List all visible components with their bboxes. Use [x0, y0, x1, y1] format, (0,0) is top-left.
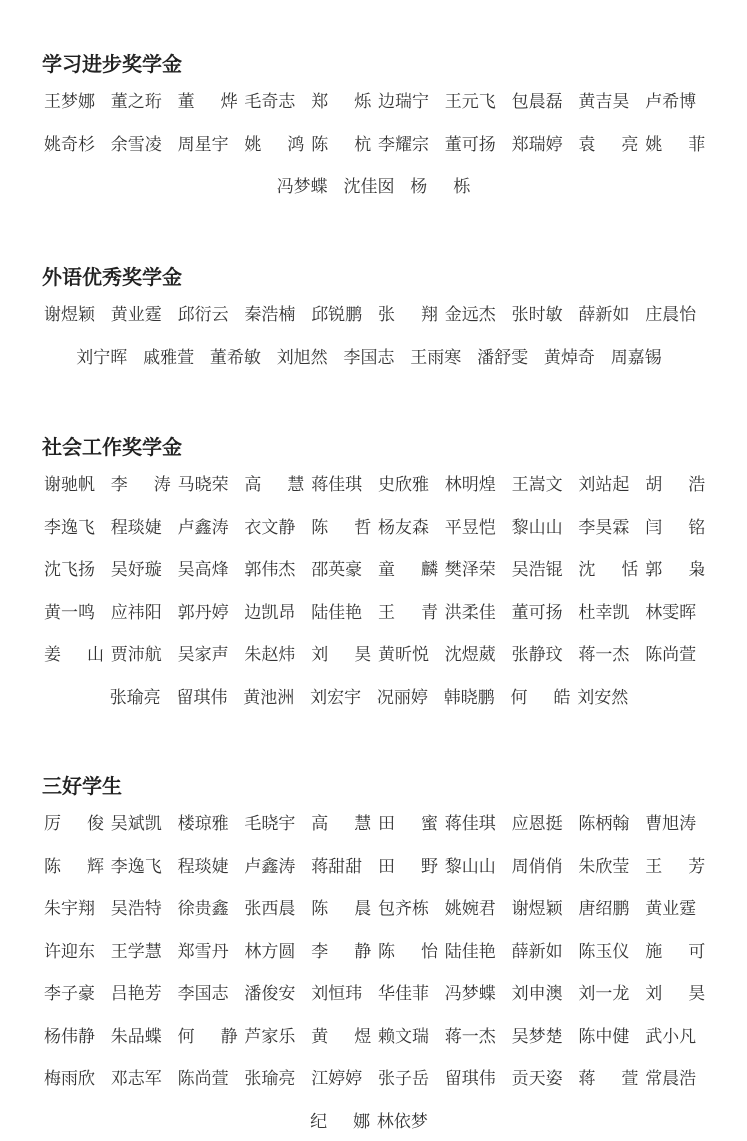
- student-name: 黎山山: [444, 856, 496, 877]
- student-name: 林依梦: [376, 1111, 428, 1132]
- student-name: 留琪伟: [176, 687, 228, 708]
- student-name: 马晓荣: [177, 475, 229, 495]
- student-name: 王学慧: [110, 941, 162, 962]
- student-name: 杨伟静: [44, 1026, 95, 1047]
- student-name: 朱宇翔: [44, 899, 95, 919]
- student-name: 刘安然: [577, 687, 629, 708]
- student-name: 纪 娜: [310, 1111, 371, 1132]
- student-name: 吴浩特: [110, 899, 162, 919]
- student-name: 陈中健: [578, 1026, 630, 1047]
- student-name: 刘 昊: [311, 645, 372, 665]
- student-name: 毛奇志: [244, 92, 296, 112]
- student-name: 董希敏: [209, 347, 261, 368]
- student-name: 包晨磊: [511, 92, 563, 112]
- student-name: 程琰婕: [177, 856, 229, 877]
- student-name: 李国志: [343, 347, 395, 368]
- student-name: 李 静: [311, 941, 372, 962]
- student-name: 蒋佳琪: [444, 814, 496, 834]
- student-name: 杨友森: [378, 517, 429, 538]
- section-title: 三好学生: [42, 774, 122, 798]
- student-name: 林方圆: [244, 941, 296, 962]
- student-name: 吴浩锟: [511, 560, 563, 580]
- student-name: 沈煜葳: [444, 645, 496, 665]
- student-name: 曹旭涛: [645, 814, 697, 834]
- student-name: 潘舒雯: [477, 347, 529, 368]
- section-title: 学习进步奖学金: [42, 52, 182, 76]
- student-name: 刘宏宇: [310, 687, 362, 708]
- student-name: 刘 昊: [645, 984, 706, 1004]
- student-name: 刘站起: [578, 475, 630, 495]
- student-name: 蒋佳琪: [311, 475, 363, 495]
- student-name: 林明煌: [444, 475, 496, 495]
- name-row: [0, 556, 747, 584]
- student-name: 刘旭然: [276, 347, 328, 368]
- name-row: [0, 131, 747, 159]
- student-name: 吴妤璇: [110, 560, 162, 580]
- name-row: [0, 301, 747, 329]
- student-name: 王梦娜: [44, 92, 95, 112]
- student-name: 陈 辉: [44, 856, 104, 877]
- student-name: 田 野: [378, 856, 438, 877]
- name-row: [0, 599, 747, 627]
- student-name: 谢驰帆: [44, 475, 95, 495]
- student-name: 黄 煜: [311, 1026, 372, 1047]
- student-name: 边瑞宁: [378, 92, 429, 112]
- student-name: 卢希博: [645, 92, 697, 112]
- student-name: 郑雪丹: [177, 941, 229, 962]
- student-name: 黄昕悦: [378, 645, 429, 665]
- student-name: 吴家声: [177, 645, 229, 665]
- student-name: 蒋甜甜: [311, 856, 363, 877]
- student-name: 闫 铭: [645, 517, 706, 538]
- student-name: 黄焯奇: [543, 347, 595, 368]
- student-name: 梅雨欣: [44, 1069, 95, 1089]
- student-name: 卢鑫涛: [177, 517, 229, 538]
- student-name: 樊泽荣: [444, 560, 496, 580]
- student-name: 余雪凌: [110, 134, 162, 155]
- student-name: 王嵩文: [511, 475, 563, 495]
- name-row: [0, 1065, 747, 1093]
- student-name: 张 翔: [378, 305, 438, 325]
- student-name: 董之珩: [110, 92, 162, 112]
- student-name: 刘申澳: [511, 984, 563, 1004]
- student-name: 邓志军: [110, 1069, 162, 1089]
- student-name: 薛新如: [578, 305, 630, 325]
- student-name: 陈玉仪: [578, 941, 630, 962]
- student-name: 应恩挺: [511, 814, 563, 834]
- name-row: [0, 514, 747, 542]
- student-name: 贡天姿: [511, 1069, 563, 1089]
- student-name: 金远杰: [444, 305, 496, 325]
- student-name: 刘宁晖: [76, 347, 128, 368]
- name-row: [0, 1108, 747, 1136]
- student-name: 高 慧: [311, 814, 372, 834]
- student-name: 洪柔佳: [444, 602, 496, 623]
- student-name: 周俏俏: [511, 856, 563, 877]
- name-row: [0, 684, 747, 712]
- student-name: 蒋一杰: [444, 1026, 496, 1047]
- student-name: 张子岳: [378, 1069, 429, 1089]
- student-name: 唐绍鹏: [578, 899, 630, 919]
- student-name: 郭伟杰: [244, 560, 296, 580]
- student-name: 常晨浩: [645, 1069, 697, 1089]
- student-name: 李昊霖: [578, 517, 630, 538]
- student-name: 华佳菲: [378, 984, 429, 1004]
- student-name: 李子豪: [44, 984, 95, 1004]
- student-name: 边凯昂: [244, 602, 296, 623]
- name-row: [0, 853, 747, 881]
- name-row: [0, 641, 747, 669]
- student-name: 李国志: [177, 984, 229, 1004]
- student-name: 王元飞: [444, 92, 496, 112]
- student-name: 谢煜颖: [44, 305, 95, 325]
- student-name: 董 烨: [177, 92, 238, 112]
- student-name: 卢鑫涛: [244, 856, 296, 877]
- student-name: 周嘉锡: [610, 347, 662, 368]
- student-name: 郭 枭: [645, 560, 706, 580]
- student-name: 赖文瑞: [378, 1026, 429, 1047]
- student-name: 张静玟: [511, 645, 563, 665]
- student-name: 陈柄翰: [578, 814, 630, 834]
- student-name: 王雨寒: [410, 347, 462, 368]
- student-name: 袁 亮: [578, 134, 639, 155]
- student-name: 王 芳: [645, 856, 706, 877]
- student-name: 张西晨: [244, 899, 296, 919]
- student-name: 黎山山: [511, 517, 563, 538]
- student-name: 姚 鸿: [244, 134, 305, 155]
- name-row: [0, 173, 747, 201]
- student-name: 陈 晨: [311, 899, 372, 919]
- student-name: 朱品蝶: [110, 1026, 162, 1047]
- student-name: 陈 杭: [311, 134, 372, 155]
- student-name: 衣文静: [244, 517, 296, 538]
- student-name: 刘恒玮: [311, 984, 363, 1004]
- student-name: 吴梦楚: [511, 1026, 563, 1047]
- student-name: 陆佳艳: [444, 941, 496, 962]
- student-name: 林雯晖: [645, 602, 697, 623]
- student-name: 平昱恺: [444, 517, 496, 538]
- student-name: 秦浩楠: [244, 305, 296, 325]
- student-name: 郑瑞婷: [511, 134, 563, 155]
- student-name: 朱赵炜: [244, 645, 296, 665]
- student-name: 厉 俊: [44, 814, 104, 834]
- name-row: [0, 980, 747, 1008]
- student-name: 李逸飞: [110, 856, 162, 877]
- name-row: [0, 344, 747, 372]
- name-row: [0, 938, 747, 966]
- student-name: 邱锐鹏: [311, 305, 363, 325]
- student-name: 潘俊安: [244, 984, 296, 1004]
- student-name: 黄业霆: [645, 899, 697, 919]
- student-name: 庄晨怡: [645, 305, 697, 325]
- student-name: 姚 菲: [645, 134, 706, 155]
- student-name: 陆佳艳: [311, 602, 363, 623]
- student-name: 王 青: [378, 602, 438, 623]
- student-name: 张瑜亮: [244, 1069, 296, 1089]
- section-title: 社会工作奖学金: [42, 435, 182, 459]
- student-name: 陈尚萱: [177, 1069, 229, 1089]
- student-name: 董可扬: [444, 134, 496, 155]
- student-name: 况丽婷: [376, 687, 428, 708]
- student-name: 黄一鸣: [44, 602, 95, 623]
- student-name: 杨 栎: [410, 177, 471, 197]
- student-name: 蒋 萱: [578, 1069, 639, 1089]
- student-name: 冯梦蝶: [444, 984, 496, 1004]
- student-name: 周星宇: [177, 134, 229, 155]
- student-name: 杜幸凯: [578, 602, 630, 623]
- student-name: 毛晓宇: [244, 814, 296, 834]
- student-name: 沈 恬: [578, 560, 639, 580]
- student-name: 刘一龙: [578, 984, 630, 1004]
- student-name: 董可扬: [511, 602, 563, 623]
- name-row: [0, 810, 747, 838]
- student-name: 陈尚萱: [645, 645, 697, 665]
- student-name: 留琪伟: [444, 1069, 496, 1089]
- student-name: 李 涛: [110, 475, 171, 495]
- student-name: 黄吉昊: [578, 92, 630, 112]
- student-name: 张时敏: [511, 305, 563, 325]
- student-name: 何 皓: [510, 687, 571, 708]
- student-name: 邵英豪: [311, 560, 363, 580]
- student-name: 沈飞扬: [44, 560, 95, 580]
- student-name: 楼琼雅: [177, 814, 229, 834]
- student-name: 冯梦蝶: [276, 177, 328, 197]
- student-name: 李耀宗: [378, 134, 429, 155]
- student-name: 程琰婕: [110, 517, 162, 538]
- student-name: 黄业霆: [110, 305, 162, 325]
- student-name: 芦家乐: [244, 1026, 296, 1047]
- student-name: 高 慧: [244, 475, 305, 495]
- student-name: 包齐栋: [378, 899, 429, 919]
- student-name: 童 麟: [378, 560, 438, 580]
- name-row: [0, 88, 747, 116]
- student-name: 许迎东: [44, 941, 95, 962]
- student-name: 蒋一杰: [578, 645, 630, 665]
- student-name: 戚雅萱: [143, 347, 195, 368]
- student-name: 应祎阳: [110, 602, 162, 623]
- student-name: 薛新如: [511, 941, 563, 962]
- section-title: 外语优秀奖学金: [42, 265, 182, 289]
- student-name: 施 可: [645, 941, 706, 962]
- student-name: 吕艳芳: [110, 984, 162, 1004]
- student-name: 郑 烁: [311, 92, 372, 112]
- student-name: 姜 山: [44, 645, 104, 665]
- student-name: 陈 怡: [378, 941, 438, 962]
- student-name: 李逸飞: [44, 517, 95, 538]
- student-name: 史欣雅: [378, 475, 429, 495]
- name-row: [0, 1023, 747, 1051]
- student-name: 田 蜜: [378, 814, 438, 834]
- student-name: 黄池洲: [243, 687, 295, 708]
- student-name: 谢煜颖: [511, 899, 563, 919]
- student-name: 姚婉君: [444, 899, 496, 919]
- student-name: 邱衍云: [177, 305, 229, 325]
- student-name: 韩晓鹏: [443, 687, 495, 708]
- student-name: 胡 浩: [645, 475, 706, 495]
- student-name: 徐贵鑫: [177, 899, 229, 919]
- student-name: 陈 哲: [311, 517, 372, 538]
- name-row: [0, 471, 747, 499]
- student-name: 张瑜亮: [109, 687, 161, 708]
- student-name: 郭丹婷: [177, 602, 229, 623]
- student-name: 朱欣莹: [578, 856, 630, 877]
- student-name: 何 静: [177, 1026, 238, 1047]
- student-name: 吴高烽: [177, 560, 229, 580]
- student-name: 贾沛航: [110, 645, 162, 665]
- name-row: [0, 895, 747, 923]
- student-name: 吴斌凯: [110, 814, 162, 834]
- student-name: 姚奇杉: [44, 134, 95, 155]
- student-name: 江婷婷: [311, 1069, 363, 1089]
- student-name: 武小凡: [645, 1026, 697, 1047]
- student-name: 沈佳囡: [343, 177, 395, 197]
